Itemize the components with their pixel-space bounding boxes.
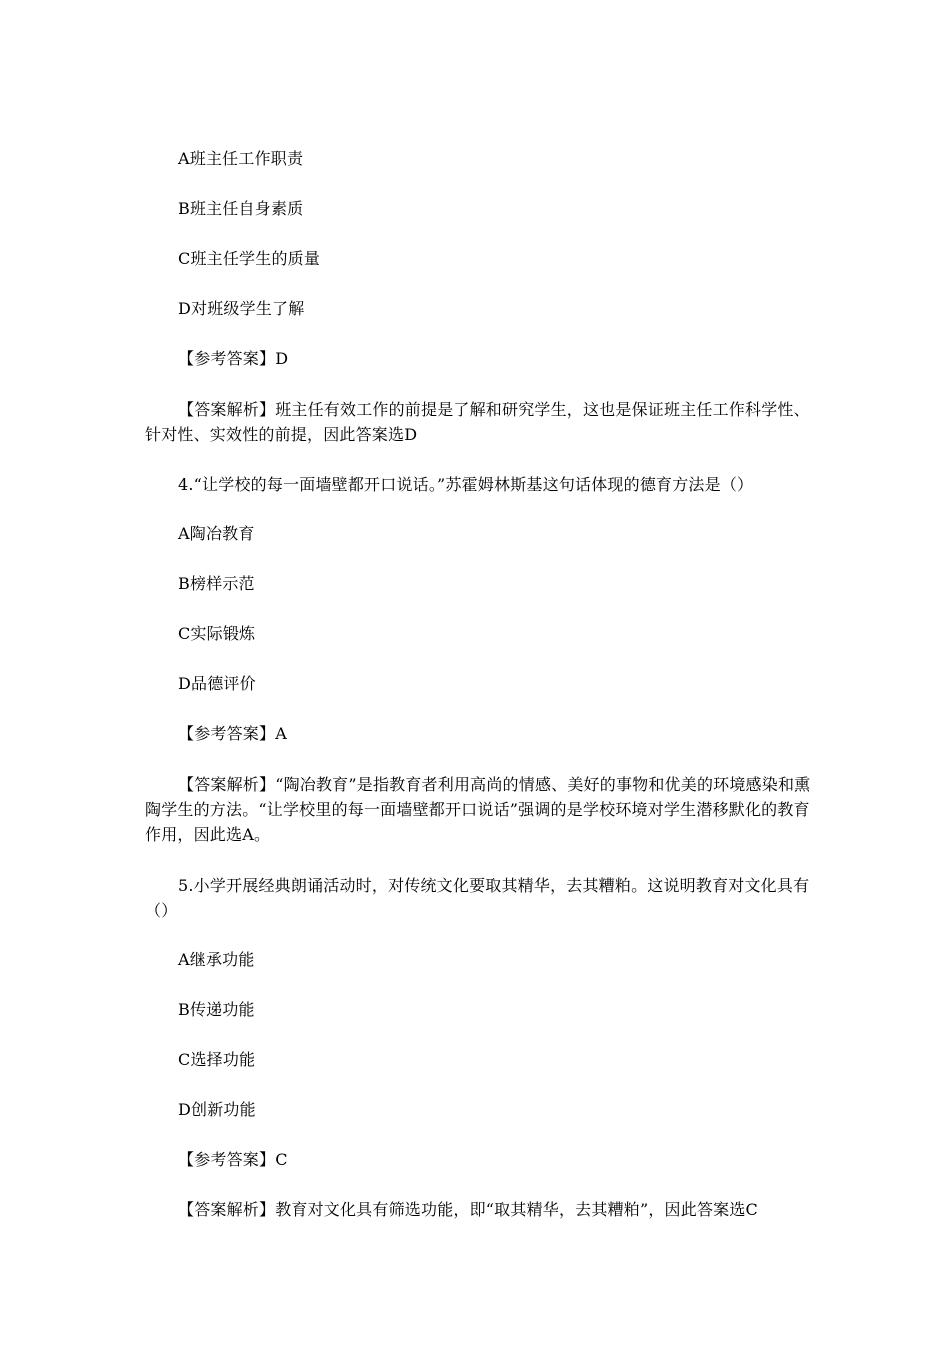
q3-option-a: A班主任工作职责 [178, 149, 304, 168]
q4-reference-answer: 【参考答案】A [178, 724, 287, 743]
q3-option-c: C班主任学生的质量 [178, 249, 321, 268]
q4-option-d: D品德评价 [178, 674, 256, 693]
q3-option-d: D对班级学生了解 [178, 299, 305, 318]
q4-answer-analysis [145, 772, 825, 847]
q3-analysis-text: 【答案解析】班主任有效工作的前提是了解和研究学生，这也是保证班主任工作科学性、针对性、实效性的前提，因此答案选D [145, 400, 810, 444]
q3-answer-analysis [145, 397, 825, 447]
q4-question: 4.“让学校的每一面墙壁都开口说话。”苏霍姆林斯基这句话体现的德育方法是（） [178, 475, 754, 494]
q5-question [145, 873, 825, 923]
q3-reference-answer: 【参考答案】D [178, 349, 289, 368]
q5-option-b: B传递功能 [178, 1000, 255, 1019]
q5-option-c: C选择功能 [178, 1050, 256, 1069]
q4-analysis-text: 【答案解析】“陶冶教育”是指教育者利用高尚的情感、美好的事物和优美的环境感染和熏陶学生的方法。“让学校里的每一面墙壁都开口说话”强调的是学校环境对学生潜移默化的教育作用，因此选A。 [145, 775, 811, 844]
q5-option-a: A继承功能 [178, 950, 255, 969]
q5-question-text: 5.小学开展经典朗诵活动时，对传统文化要取其精华，去其糟粕。这说明教育对文化具有（） [145, 876, 810, 920]
q5-option-d: D创新功能 [178, 1100, 256, 1119]
q4-option-c: C实际锻炼 [178, 624, 256, 643]
q5-reference-answer: 【参考答案】C [178, 1150, 288, 1169]
q3-option-b: B班主任自身素质 [178, 199, 304, 218]
q5-answer-analysis: 【答案解析】教育对文化具有筛选功能，即“取其精华，去其糟粕”，因此答案选C [178, 1200, 759, 1219]
q4-option-b: B榜样示范 [178, 574, 255, 593]
q4-option-a: A陶冶教育 [178, 524, 255, 543]
